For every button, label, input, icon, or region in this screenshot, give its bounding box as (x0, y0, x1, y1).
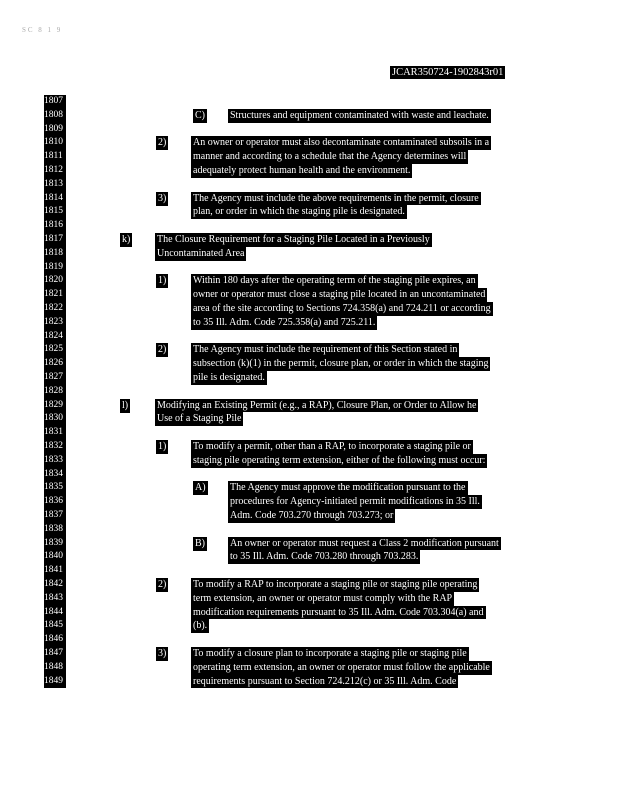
item-text (155, 233, 432, 261)
item-text (191, 343, 490, 384)
text-line: The Agency must include the above requirements in the permit, closure (193, 192, 479, 204)
line-number: 1811 (44, 150, 66, 164)
line-number: 1810 (44, 136, 66, 150)
line-number: 1825 (44, 343, 66, 357)
text-line: subsection (k)(1) in the permit, closure plan, or order in which the staging (193, 358, 489, 370)
line-number: 1831 (44, 426, 66, 440)
text-line: Uncontaminated Area (157, 247, 245, 259)
line-number: 1817 (44, 233, 66, 247)
line-number: 1826 (44, 357, 66, 371)
text-line: pile is designated. (193, 371, 265, 383)
line-number: 1824 (44, 330, 66, 344)
text-line: procedures for Agency-initiated permit modifications in 35 Ill. (230, 496, 480, 508)
item-label: 1) (158, 441, 167, 452)
item-label: 1) (158, 275, 167, 287)
text-line: manner and according to a schedule that the Agency determines will (193, 151, 467, 163)
text-line: plan, or order in which the staging pile is designated. (193, 206, 405, 218)
item-text (155, 399, 478, 427)
text-line: To modify a closure plan to incorporate a staging pile or staging pile (193, 648, 467, 659)
item-label: l) (122, 399, 129, 411)
text-line: The Agency must include the requirement of this Section stated in (193, 344, 458, 356)
line-number: 1812 (44, 164, 66, 178)
line-number: 1820 (44, 274, 66, 288)
line-number: 1827 (44, 371, 66, 385)
line-number: 1807 (44, 95, 66, 109)
line-number: 1833 (44, 454, 66, 468)
line-number: 1846 (44, 633, 66, 647)
line-number: 1847 (44, 647, 66, 661)
line-number: 1838 (44, 523, 66, 537)
line-number: 1809 (44, 123, 66, 137)
line-number: 1832 (44, 440, 66, 454)
line-number: 1828 (44, 385, 66, 399)
text-line: modification requirements pursuant to 35 Ill. Adm. Code 703.304(a) and (193, 606, 484, 618)
line-number: 1823 (44, 316, 66, 330)
item-label: B) (195, 537, 205, 549)
line-number: 1835 (44, 481, 66, 495)
text-line: staging pile operating term extension, either of the following must occur: (193, 454, 486, 466)
text-line: To modify a permit, other than a RAP, to incorporate a staging pile or (193, 441, 471, 452)
text-line: The Closure Requirement for a Staging Pile Located in a Previously (157, 234, 430, 245)
line-number: 1849 (44, 675, 66, 689)
item-label: k) (122, 234, 131, 245)
document-code: JCAR350724-1902843r01 (392, 67, 504, 78)
item-label: 2) (158, 137, 167, 149)
text-line: To modify a RAP to incorporate a staging pile or staging pile operating (193, 579, 478, 590)
line-number: 1830 (44, 412, 66, 426)
item-label: 3) (158, 192, 167, 204)
line-number: 1836 (44, 495, 66, 509)
line-number: 1818 (44, 247, 66, 261)
line-number: 1819 (44, 261, 66, 275)
scan-mark: SC 8 1 9 (22, 26, 63, 34)
item-text (191, 440, 487, 468)
item-text (228, 481, 482, 522)
text-line: area of the site according to Sections 724.358(a) and 724.211 or according (193, 302, 491, 314)
item-text (228, 109, 491, 123)
item-label: 2) (158, 344, 167, 356)
line-number: 1839 (44, 537, 66, 551)
line-number: 1848 (44, 661, 66, 675)
line-number: 1813 (44, 178, 66, 192)
text-line: adequately protect human health and the environment. (193, 164, 411, 176)
item-label: 2) (158, 579, 167, 590)
item-text (191, 647, 492, 688)
text-line: The Agency must approve the modification pursuant to the (230, 482, 466, 494)
text-line: to 35 Ill. Adm. Code 703.280 through 703.283. (230, 551, 419, 563)
text-line: term extension, an owner or operator must comply with the RAP (193, 592, 453, 604)
line-number: 1815 (44, 205, 66, 219)
line-number: 1822 (44, 302, 66, 316)
line-number: 1840 (44, 550, 66, 564)
text-line: Structures and equipment contaminated with waste and leachate. (230, 109, 489, 121)
text-line: operating term extension, an owner or operator must follow the applicable (193, 661, 490, 673)
item-text (191, 192, 481, 220)
text-line: Modifying an Existing Permit (e.g., a RAP), Closure Plan, or Order to Allow he (157, 399, 477, 411)
item-label: A) (195, 482, 206, 494)
item-text (191, 578, 486, 633)
line-number: 1841 (44, 564, 66, 578)
line-number: 1843 (44, 592, 66, 606)
text-line: Adm. Code 703.270 through 703.273; or (230, 509, 394, 521)
item-label: 3) (158, 648, 167, 659)
line-number: 1816 (44, 219, 66, 233)
line-number: 1808 (44, 109, 66, 123)
text-line: requirements pursuant to Section 724.212(c) or 35 Ill. Adm. Code (193, 675, 457, 687)
line-number: 1844 (44, 606, 66, 620)
line-number: 1834 (44, 468, 66, 482)
text-line: Within 180 days after the operating term of the staging pile expires, an (193, 275, 476, 287)
line-number: 1842 (44, 578, 66, 592)
item-text (191, 274, 493, 329)
item-text (191, 136, 491, 177)
text-line: owner or operator must close a staging pile located in an uncontaminated (193, 289, 486, 301)
text-line: An owner or operator must request a Class 2 modification pursuant (230, 537, 499, 549)
text-line: An owner or operator must also decontaminate contaminated subsoils in a (193, 137, 490, 149)
text-line: Use of a Staging Pile (157, 413, 242, 425)
item-text (228, 537, 501, 565)
line-number: 1821 (44, 288, 66, 302)
line-number: 1837 (44, 509, 66, 523)
line-number: 1845 (44, 619, 66, 633)
line-number: 1814 (44, 192, 66, 206)
text-line: (b). (193, 620, 208, 632)
text-line: to 35 Ill. Adm. Code 725.358(a) and 725.211. (193, 316, 376, 328)
item-label: C) (195, 109, 205, 121)
line-number: 1829 (44, 399, 66, 413)
